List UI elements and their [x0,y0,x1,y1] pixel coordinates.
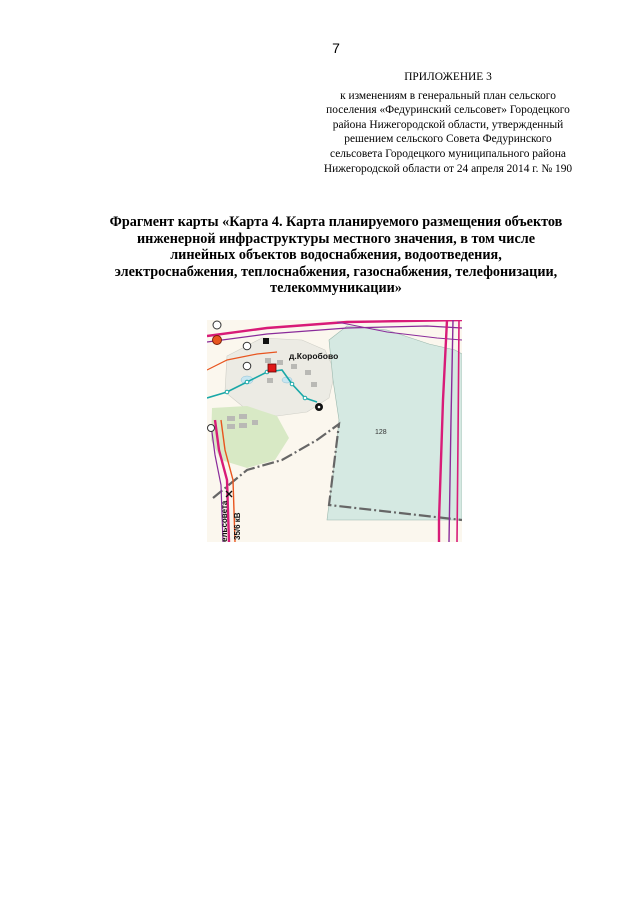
facility-icon [213,321,221,329]
gas-station-icon [213,336,222,345]
power-line-label: 35/6 кВ [233,512,242,540]
appendix-block [300,70,596,176]
facility-icon [243,362,251,370]
appendix-line: сельсовета Городецкого муниципального района [330,147,566,160]
page-number: 7 [332,40,340,56]
parcel-label: 128 [375,429,387,436]
heading-line: электроснабжения, теплоснабжения, газоснабжения, телефонизации, [114,263,558,280]
appendix-line: к изменениям в генеральный план сельского [340,89,556,102]
facility-icon [243,342,251,350]
facility-icon [208,425,215,432]
heading-line: инженерной инфраструктуры местного значения, в том числе [136,230,536,247]
substation-icon [263,338,269,344]
boundary-label: ельсовета [220,500,229,542]
heading-line: телекоммуникации» [270,280,402,297]
map-canvas [207,320,462,542]
appendix-title: ПРИЛОЖЕНИЕ 3 [404,71,492,83]
appendix-line: Нижегородской области от 24 апреля 2014 г. № 190 [323,162,573,175]
village-label: д.Коробово [289,351,339,361]
power-line [207,320,462,336]
map-fragment [207,320,462,542]
heading-line: Фрагмент карты «Карта 4. Карта планируемого размещения объектов [109,214,563,230]
appendix-line: решением сельского Совета Федуринского [344,133,552,146]
heading-line: линейных объектов водоснабжения, водоотведения, [170,247,502,264]
appendix-line: поселения «Федуринский сельсовет» Городецкого [326,104,570,117]
pump-station-icon [268,364,276,372]
well-icon-core [318,406,321,409]
map-heading [60,214,612,297]
appendix-line: района Нижегородской области, утвержденный [332,118,564,131]
